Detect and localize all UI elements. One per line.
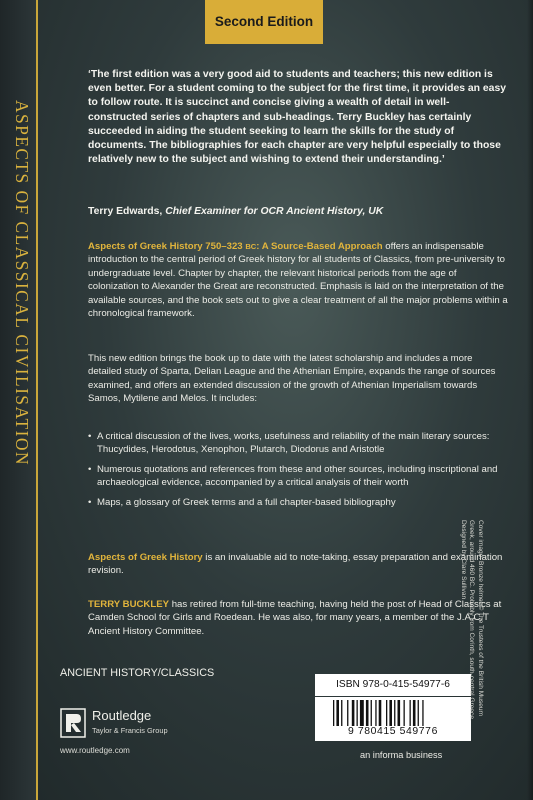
edition-badge: Second Edition xyxy=(205,0,323,44)
barcode-bar xyxy=(389,700,392,726)
features-list xyxy=(88,430,508,515)
subject-category: ANCIENT HISTORY/CLASSICS xyxy=(60,667,215,679)
description-paragraph-2: This new edition brings the book up to date with the latest scholarship and includes a more detailed study of Sparta, Delian League and the Athenian Empire, expands the range of sources examined, and offers an extended discussion of the growth of Athenian Imperialism towards Samos, Mytilene and Melos. It includes: xyxy=(88,353,496,405)
book-title xyxy=(88,241,383,252)
list-item: • Maps, a glossary of Greek terms and a full chapter-based bibliography xyxy=(88,496,508,509)
barcode-bar xyxy=(413,700,416,726)
barcode-bar xyxy=(386,700,387,726)
list-item: • A critical discussion of the lives, works, usefulness and reliability of the main literary sources: Thucydides, Herodotus, Xenophon, Plutarch, Diodorus and Aristotle xyxy=(88,430,508,457)
review-attribution xyxy=(88,206,508,217)
barcode-bar xyxy=(352,700,355,726)
credit-line-2: Greek, around 460 BC. Probably from Corinth, south-central Greece. xyxy=(468,520,476,721)
barcode xyxy=(315,697,471,741)
barcode-bar xyxy=(357,700,358,726)
review-quote: ‘The first edition was a very good aid to students and teachers; this new edition is even better. For a student coming to the subject for the first time, it provides an easy to follow route. It is succinct and concise giving a wealth of detail in well-constructed series of chapters and sub-headings. Terry Buckley has certainly succeeded in aiding the student seeking to learn the skills for the study of documents. The bibliographies for each chapter are very helpful especially to those relatively new to the subject and wishing to extend their understanding.’ xyxy=(88,69,507,166)
series-title-text: ASPECTS OF CLASSICAL CIVILISATION xyxy=(12,100,32,466)
description-text-1: offers an indispensable introduction to the central period of Greek history for all students of Classics, from pre-university to undergraduate level. Chapter by chapter, the relevant historical periods from the age of colonization to Alexander the Great are reconstructed. Emphasis is laid on the interpretation of the available sources, and the book sets out to give a clear treatment of all the major problems within a chronological framework. xyxy=(88,241,508,320)
list-item: • Numerous quotations and references from these and other sources, including inscriptional and archaeological evidence, accompanied by a critical analysis of their worth xyxy=(88,463,508,490)
reviewer-name: Terry Edwards, xyxy=(88,206,163,217)
credit-line-3: Designed by Clare Sullivan xyxy=(459,520,467,600)
description-text-3: is an invaluable aid to note-taking, essay preparation and examination revision. xyxy=(88,552,503,577)
book-title-part-1: Aspects of Greek History 750–323 xyxy=(88,241,243,252)
barcode-bars xyxy=(333,700,453,726)
book-title-part-2: : A Source-Based Approach xyxy=(256,241,383,252)
informa-tagline: an informa business xyxy=(360,750,443,760)
author-bio xyxy=(88,598,508,638)
barcode-bar xyxy=(422,700,423,726)
credit-line-1: Cover image: Bronze helmet © The Trustees of the British Museum xyxy=(477,520,484,717)
book-title-short: Aspects of Greek History xyxy=(88,552,203,563)
barcode-digits: 9 780415 549776 xyxy=(348,726,438,737)
description-paragraph-3 xyxy=(88,551,508,578)
barcode-bar xyxy=(360,700,364,726)
isbn-label: ISBN 978-0-415-54977-6 xyxy=(315,674,471,696)
publisher-name: Routledge xyxy=(92,708,152,723)
barcode-bar xyxy=(371,700,372,726)
publisher-website: www.routledge.com xyxy=(60,746,130,755)
barcode-bar xyxy=(379,700,382,726)
publisher-logo-block xyxy=(60,706,260,746)
barcode-bar xyxy=(418,700,419,726)
routledge-logo-icon xyxy=(60,708,86,738)
barcode-bar xyxy=(341,700,342,726)
description-paragraph-1 xyxy=(88,240,508,320)
barcode-bar xyxy=(410,700,411,726)
barcode-bar xyxy=(336,700,339,726)
barcode-bar xyxy=(347,700,348,726)
publisher-group: Taylor & Francis Group xyxy=(92,726,168,735)
barcode-bar xyxy=(375,700,376,726)
author-name: TERRY BUCKLEY xyxy=(88,599,170,610)
page-edge-shadow xyxy=(527,0,533,800)
barcode-bar xyxy=(398,700,401,726)
book-title-bc: BC xyxy=(245,242,257,251)
barcode-bar xyxy=(366,700,369,726)
barcode-bar xyxy=(404,700,405,726)
author-bio-text: has retired from full-time teaching, having held the post of Head of Classics at Camden School for Girls and Roedean. He was also, for many years, a member of the J.A.C.T Ancient History Committee. xyxy=(88,599,502,637)
barcode-bar xyxy=(333,700,334,726)
barcode-bar xyxy=(394,700,395,726)
reviewer-role: Chief Examiner for OCR Ancient History, UK xyxy=(165,206,384,217)
credits-text xyxy=(458,520,484,721)
